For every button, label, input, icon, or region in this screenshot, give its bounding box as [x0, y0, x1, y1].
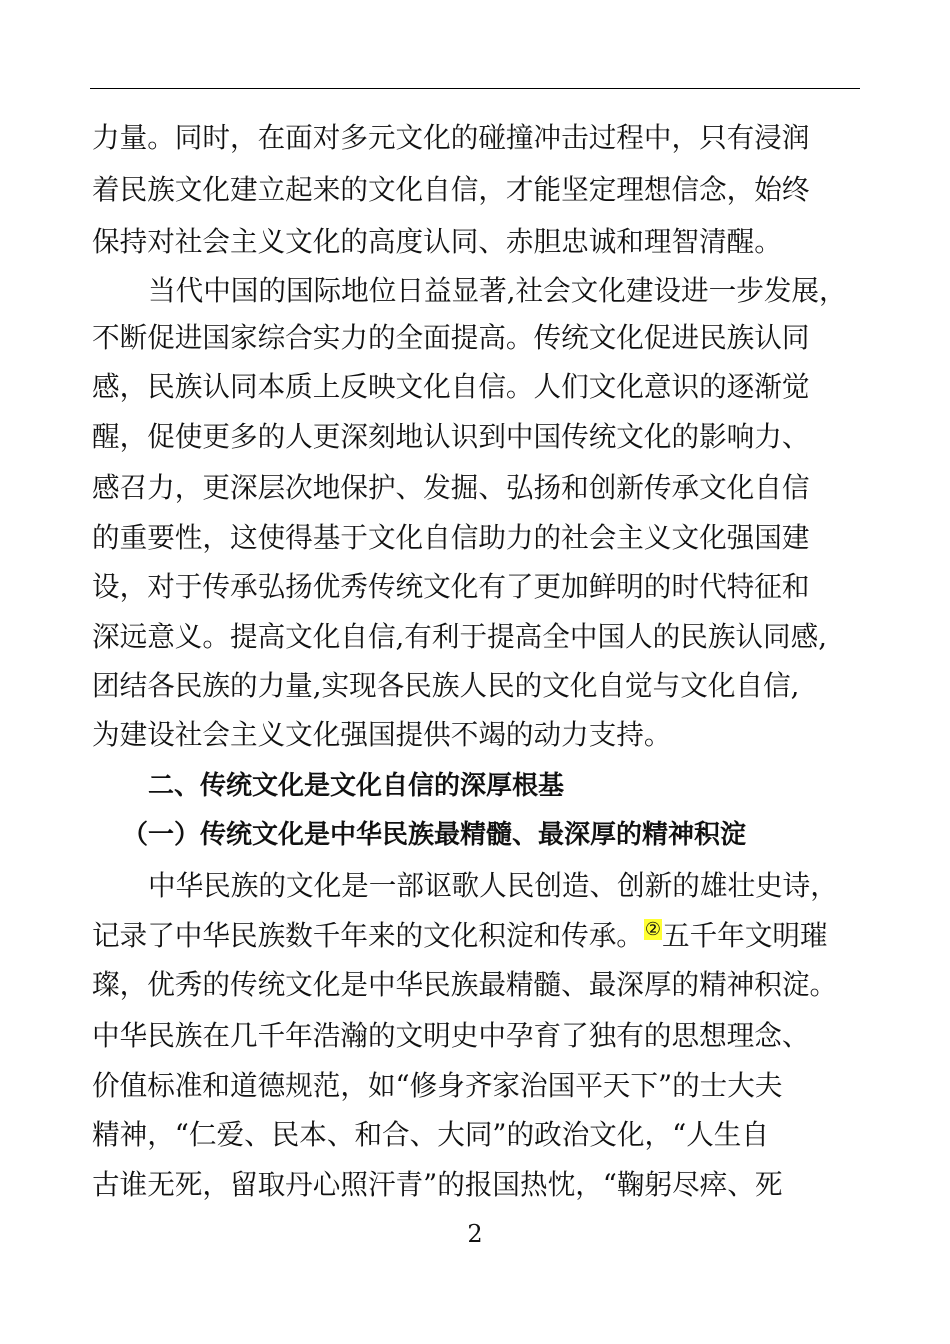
paragraph-line: 的重要性，这使得基于文化自信助力的社会主义文化强国建 [92, 521, 810, 554]
paragraph-line: 保持对社会主义文化的高度认同、赤胆忠诚和理智清醒。 [92, 225, 782, 258]
paragraph-line: 力量。同时，在面对多元文化的碰撞冲击过程中，只有浸润 [92, 121, 810, 154]
paragraph-line: 当代中国的国际地位日益显著,社会文化建设进一步发展， [148, 274, 847, 307]
paragraph-line: 精神，“仁爱、民本、和合、大同”的政治文化，“人生自 [92, 1118, 769, 1151]
paragraph-line: 深远意义。提高文化自信,有利于提高全中国人的民族认同感, [92, 620, 827, 653]
paragraph-line: 古谁无死，留取丹心照汗青”的报国热忱，“鞠躬尽瘁、死 [92, 1168, 783, 1201]
paragraph-line: 感召力，更深层次地保护、发掘、弘扬和创新传承文化自信 [92, 471, 810, 504]
paragraph-line: 感，民族认同本质上反映文化自信。人们文化意识的逐渐觉 [92, 370, 810, 403]
paragraph-line: 璨，优秀的传统文化是中华民族最精髓、最深厚的精神积淀。 [92, 968, 838, 1001]
paragraph-text: 五千年文明璀 [662, 919, 828, 952]
footnote-reference[interactable]: ② [644, 918, 662, 940]
page-number: 2 [467, 1220, 483, 1248]
paragraph-line: 中华民族在几千年浩瀚的文明史中孕育了独有的思想理念、 [92, 1019, 810, 1052]
paragraph-line: 中华民族的文化是一部讴歌人民创造、创新的雄壮史诗， [148, 869, 838, 902]
paragraph-line: 着民族文化建立起来的文化自信，才能坚定理想信念，始终 [92, 173, 810, 206]
subsection-heading: （一）传统文化是中华民族最精髓、最深厚的精神积淀 [122, 820, 747, 850]
paragraph-text: 记录了中华民族数千年来的文化积淀和传承。 [92, 919, 644, 952]
section-heading: 二、传统文化是文化自信的深厚根基 [148, 771, 565, 801]
paragraph-line: 不断促进国家综合实力的全面提高。传统文化促进民族认同 [92, 321, 810, 354]
paragraph-line: 醒，促使更多的人更深刻地认识到中国传统文化的影响力、 [92, 420, 810, 453]
paragraph-line: 价值标准和道德规范，如“修身齐家治国平天下”的士大夫 [92, 1069, 783, 1102]
paragraph-line: 为建设社会主义文化强国提供不竭的动力支持。 [92, 718, 672, 751]
paragraph-line: 设，对于传承弘扬优秀传统文化有了更加鲜明的时代特征和 [92, 570, 810, 603]
paragraph-line: 团结各民族的力量,实现各民族人民的文化自觉与文化自信, [92, 669, 800, 702]
paragraph-line-with-footnote [92, 910, 872, 962]
